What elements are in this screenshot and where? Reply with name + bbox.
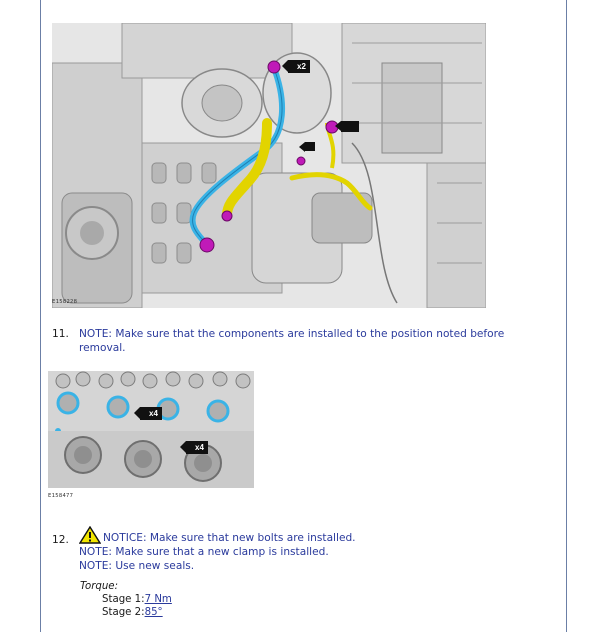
engine-drawing bbox=[52, 23, 486, 308]
step-12-note-line-2: NOTE: Make sure that a new clamp is installed. bbox=[79, 546, 329, 558]
torque-label: Torque: bbox=[80, 581, 119, 592]
cylinder-head-drawing bbox=[48, 371, 254, 488]
step-11-note-line-1: NOTE: Make sure that the components are installed to the position noted before bbox=[79, 328, 505, 340]
step-number: 12. bbox=[52, 534, 69, 546]
turbocharger-illustration bbox=[52, 23, 486, 308]
stage-value-link[interactable]: 7 Nm bbox=[144, 594, 172, 605]
warning-icon bbox=[79, 526, 101, 544]
callout-x4-upper: x4 bbox=[140, 407, 162, 420]
figure-id: E158228 bbox=[52, 299, 78, 305]
step-12-note-line-3: NOTE: Use new seals. bbox=[79, 560, 195, 572]
callout-arrow-2 bbox=[305, 142, 315, 151]
callout-arrow-1 bbox=[341, 121, 359, 132]
step-number: 11. bbox=[52, 328, 69, 340]
step-12-notice-line bbox=[79, 526, 356, 545]
stage-value-link[interactable]: 85° bbox=[144, 607, 163, 618]
figure-id: E158477 bbox=[48, 493, 74, 499]
step-11-note-line-2: removal. bbox=[79, 342, 126, 354]
torque-stage-1 bbox=[102, 594, 172, 605]
stage-label: Stage 2: bbox=[102, 607, 145, 618]
page-border-left bbox=[40, 0, 41, 632]
notice-text: NOTICE: Make sure that new bolts are installed. bbox=[103, 532, 356, 544]
stage-label: Stage 1: bbox=[102, 594, 145, 605]
torque-stage-2 bbox=[102, 607, 163, 618]
page-border-right bbox=[566, 0, 567, 632]
callout-x2: x2 bbox=[288, 60, 310, 73]
callout-x4-lower: x4 bbox=[186, 441, 208, 454]
cylinder-head-illustration bbox=[48, 371, 254, 488]
